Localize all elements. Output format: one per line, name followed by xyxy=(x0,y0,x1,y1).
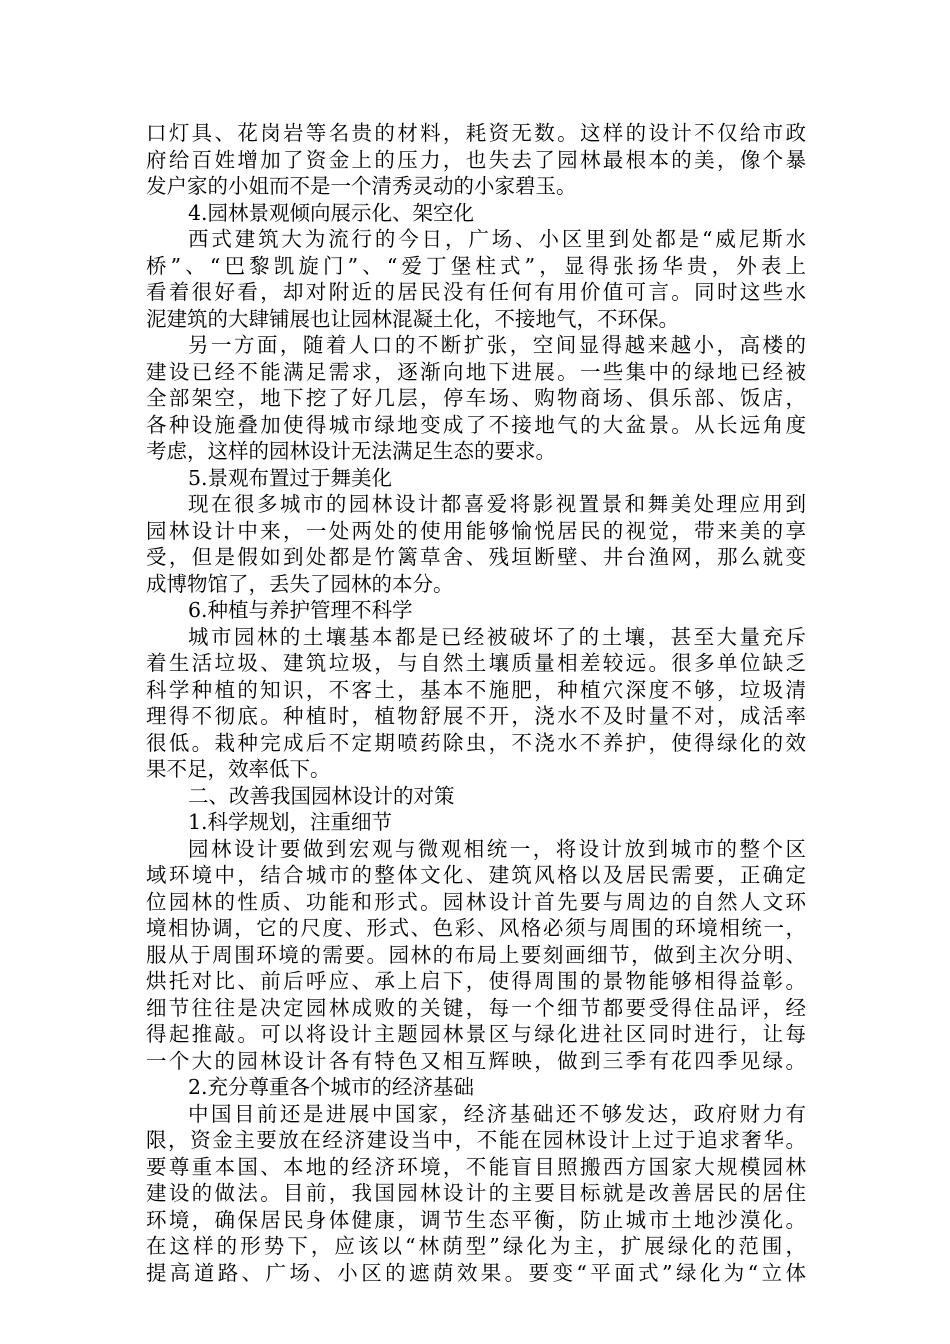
text-line: 限，资金主要放在经济建设当中，不能在园林设计上过于追求奢华。 xyxy=(146,1128,806,1152)
text-line: 园林设计中来，一处两处的使用能够愉悦居民的视觉，带来美的享 xyxy=(146,518,806,543)
text-line: 着生活垃圾、建筑垃圾，与自然土壤质量相差较远。很多单位缺乏 xyxy=(146,651,806,675)
text-line: 另一方面，随着人口的不断扩张，空间显得越来越小，高楼的 xyxy=(188,333,806,357)
text-line: 口灯具、花岗岩等名贵的材料，耗资无数。这样的设计不仅给市政 xyxy=(146,121,806,145)
section-heading: 1.科学规划，注重细节 xyxy=(188,810,393,834)
text-line: 理得不彻底。种植时，植物舒展不开，浇水不及时量不对，成活率 xyxy=(146,704,806,728)
text-line: 全部架空，地下挖了好几层，停车场、购物商场、俱乐部、饭店， xyxy=(146,386,806,410)
text-line: 桥”、“巴黎凯旋门”、“爱丁堡柱式”，显得张扬华贵，外表上 xyxy=(146,253,806,278)
text-line: 看着很好看，却对附近的居民没有任何有用价值可言。同时这些水 xyxy=(146,280,806,304)
text-line: 得起推敲。可以将设计主题园林景区与绿化进社区同时进行，让每 xyxy=(146,1022,806,1046)
section-heading: 6.种植与养护管理不科学 xyxy=(188,598,413,622)
text-line: 考虑，这样的园林设计无法满足生态的要求。 xyxy=(146,439,556,463)
text-line: 西式建筑大为流行的今日，广场、小区里到处都是“威尼斯水 xyxy=(188,227,806,251)
text-line: 府给百姓增加了资金上的压力，也失去了园林最根本的美，像个暴 xyxy=(146,147,806,172)
section-heading: 二、改善我国园林设计的对策 xyxy=(188,783,455,808)
section-heading: 2.充分尊重各个城市的经济基础 xyxy=(188,1075,475,1099)
text-line: 提高道路、广场、小区的遮荫效果。要变“平面式”绿化为“立体 xyxy=(146,1260,806,1285)
text-line: 现在很多城市的园林设计都喜爱将影视置景和舞美处理应用到 xyxy=(188,492,806,516)
text-line: 成博物馆了，丢失了园林的本分。 xyxy=(146,571,454,596)
text-line: 很低。栽种完成后不定期喷药除虫，不浇水不养护，使得绿化的效 xyxy=(146,730,806,755)
text-line: 果不足，效率低下。 xyxy=(146,757,331,781)
text-line: 要尊重本国、本地的经济环境，不能盲目照搬西方国家大规模园林 xyxy=(146,1154,806,1179)
text-line: 在这样的形势下，应该以“林荫型”绿化为主，扩展绿化的范围， xyxy=(146,1234,806,1258)
text-line: 一个大的园林设计各有特色又相互辉映，做到三季有花四季见绿。 xyxy=(146,1048,806,1073)
text-line: 服从于周围环境的需要。园林的布局上要刻画细节，做到主次分明、 xyxy=(146,942,806,967)
text-line: 位园林的性质、功能和形式。园林设计首先要与周边的自然人文环 xyxy=(146,889,806,914)
text-line: 城市园林的土壤基本都是已经被破坏了的土壤，甚至大量充斥 xyxy=(188,624,806,649)
text-line: 各种设施叠加使得城市绿地变成了不接地气的大盆景。从长远角度 xyxy=(146,412,806,437)
text-line: 科学种植的知识，不客土，基本不施肥，种植穴深度不够，垃圾清 xyxy=(146,677,806,702)
text-line: 细节往往是决定园林成败的关键，每一个细节都要受得住品评，经 xyxy=(146,995,806,1020)
body-text xyxy=(146,120,806,1286)
text-line: 建设已经不能满足需求，逐渐向地下进展。一些集中的绿地已经被 xyxy=(146,359,806,384)
text-line: 发户家的小姐而不是一个清秀灵动的小家碧玉。 xyxy=(146,174,577,198)
text-line: 泥建筑的大肆铺展也让园林混凝土化，不接地气，不环保。 xyxy=(146,306,679,331)
text-line: 建设的做法。目前，我国园林设计的主要目标就是改善居民的居住 xyxy=(146,1181,806,1205)
text-line: 环境，确保居民身体健康，调节生态平衡，防止城市土地沙漠化。 xyxy=(146,1207,806,1232)
text-line: 烘托对比、前后呼应、承上启下，使得周围的景物能够相得益彰。 xyxy=(146,969,806,993)
text-line: 园林设计要做到宏观与微观相统一，将设计放到城市的整个区 xyxy=(188,836,806,861)
text-line: 中国目前还是进展中国家，经济基础还不够发达，政府财力有 xyxy=(188,1101,806,1126)
text-line: 受，但是假如到处都是竹篱草舍、残垣断壁、井台渔网，那么就变 xyxy=(146,545,806,569)
text-line: 域环境中，结合城市的整体文化、建筑风格以及居民需要，正确定 xyxy=(146,863,806,887)
text-line: 境相协调，它的尺度、形式、色彩、风格必须与周围的环境相统一， xyxy=(146,916,806,940)
section-heading: 5.景观布置过于舞美化 xyxy=(188,465,393,490)
section-heading: 4.园林景观倾向展示化、架空化 xyxy=(188,200,475,225)
